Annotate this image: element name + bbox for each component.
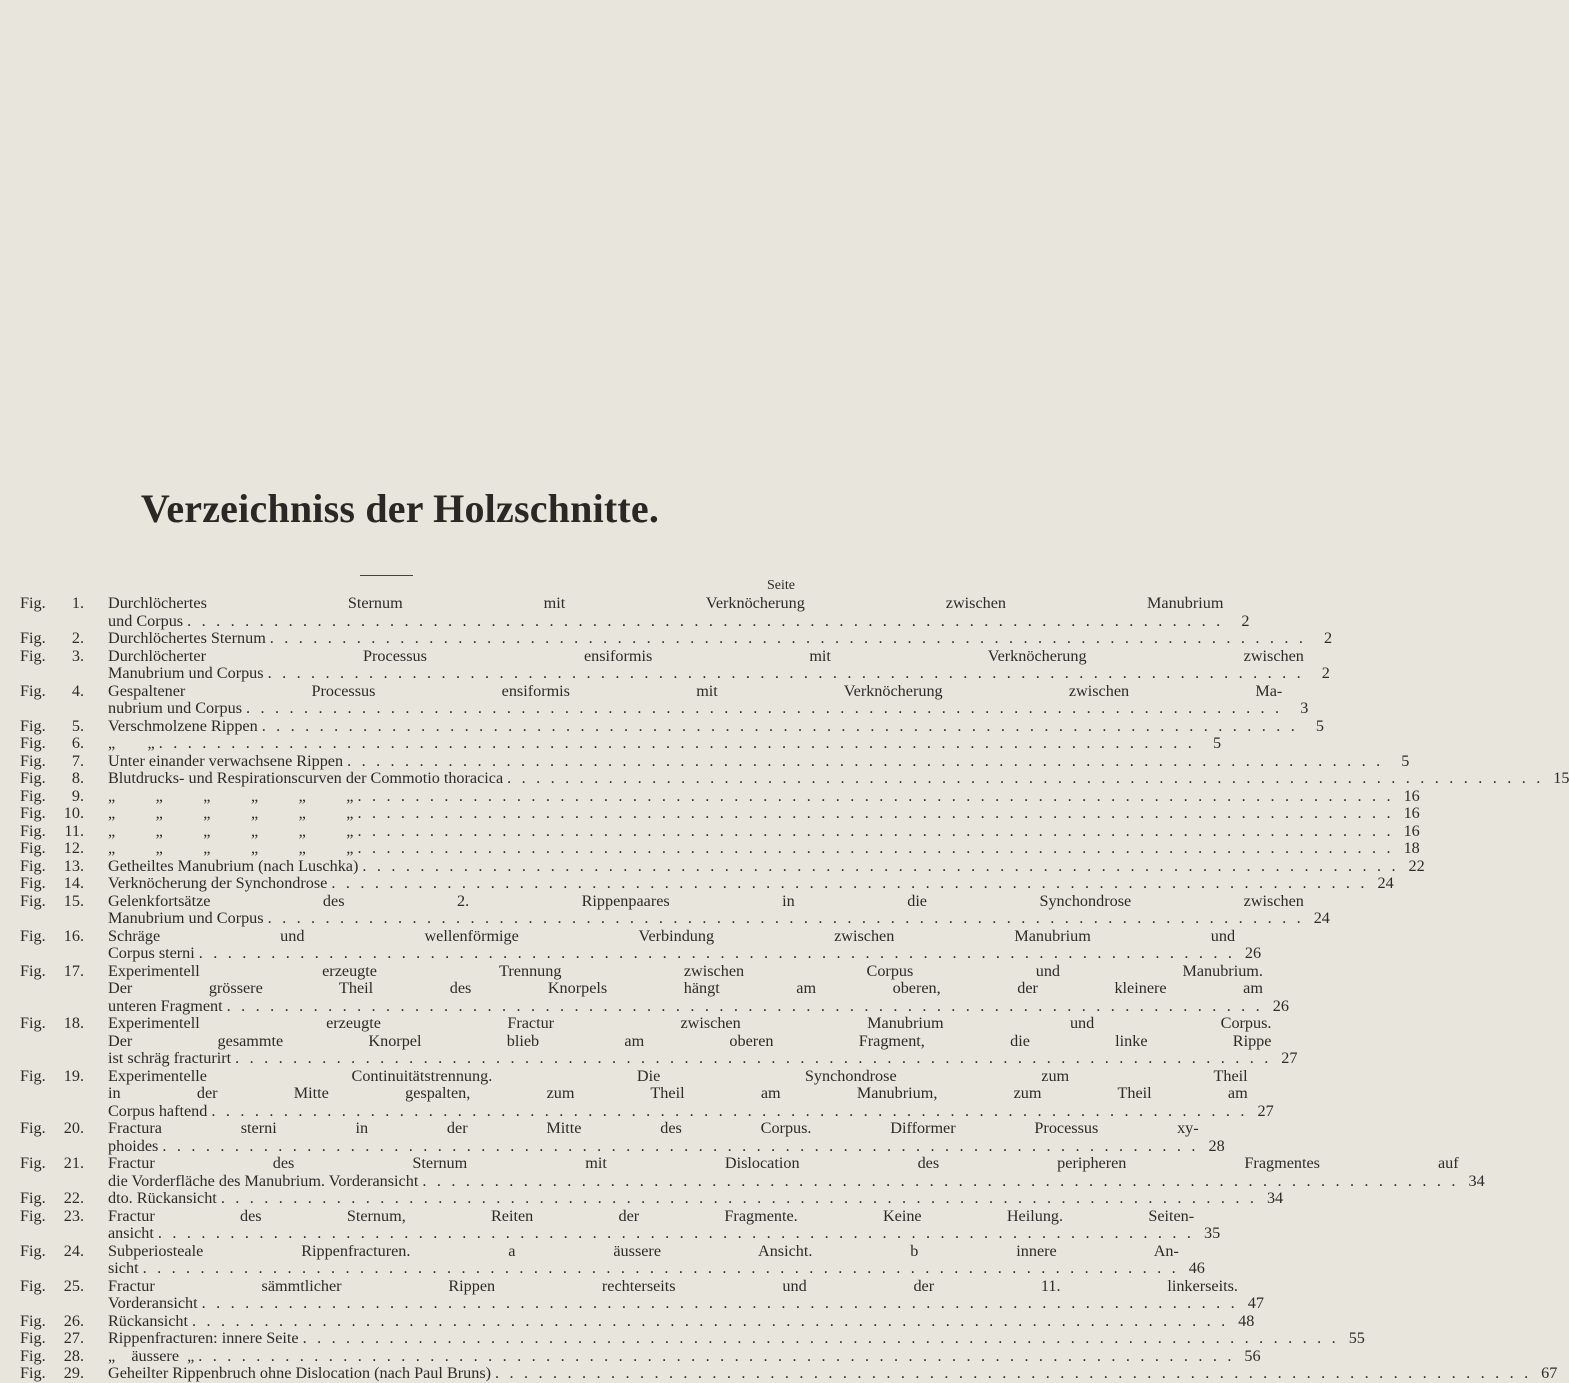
toc-entry: [20, 716, 1324, 736]
toc-entry: [20, 681, 1309, 718]
figure-label: Fig.: [20, 1241, 46, 1260]
page-number: 22: [1408, 856, 1425, 875]
description-line: in der Mitte gespalten, zum Theil am Manubrium, zum Theil am: [108, 1084, 1248, 1102]
page-number: 16: [1403, 804, 1420, 822]
page-number: 2: [1321, 664, 1330, 682]
figure-description: [108, 840, 1420, 858]
figure-description: [108, 1155, 1485, 1190]
dot-leader: [495, 1365, 1531, 1383]
toc-entry: [20, 646, 1330, 683]
figure-label: Fig.: [20, 961, 46, 980]
figure-number: 19.: [63, 1066, 84, 1085]
toc-entry: [20, 891, 1330, 928]
figure-label: Fig.: [20, 751, 46, 770]
description-line: Geheilter Rippenbruch ohne Dislocation (nach Paul Bruns): [108, 1364, 492, 1382]
page-number: 34: [1468, 1171, 1485, 1190]
figure-description: [108, 823, 1420, 841]
figure-number: 24.: [63, 1241, 84, 1260]
page-number: 18: [1403, 839, 1420, 857]
page-number: 28: [1208, 1136, 1225, 1155]
dot-leader: [347, 753, 1383, 771]
page-number: 46: [1188, 1259, 1205, 1277]
figure-label: Fig.: [20, 786, 46, 805]
figure-description: [108, 595, 1249, 630]
description-line: „ äussere „: [108, 1346, 195, 1365]
toc-entry: [20, 821, 1420, 841]
figure-description: [108, 1278, 1264, 1313]
toc-entry: [20, 1311, 1255, 1331]
figure-label: Fig.: [20, 839, 46, 857]
description-line: phoides: [108, 1136, 159, 1155]
toc-entry: [20, 786, 1420, 806]
figure-number: 25.: [63, 1276, 84, 1295]
figure-label: Fig.: [20, 1276, 46, 1295]
figure-number: 13.: [63, 856, 84, 875]
figure-description: [108, 1330, 1365, 1348]
figure-number: 14.: [63, 874, 84, 892]
dot-leader: [357, 805, 1393, 823]
description-line: die Vorderfläche des Manubrium. Vorderansicht: [108, 1171, 419, 1190]
figure-number: 26.: [63, 1311, 84, 1330]
figure-description: [108, 875, 1394, 893]
page-number: 27: [1281, 1049, 1298, 1067]
description-line: Rippenfracturen: innere Seite: [108, 1329, 299, 1347]
description-line: Manubrium und Corpus: [108, 909, 264, 927]
figure-number: 9.: [71, 786, 84, 805]
figure-number: 4.: [71, 681, 84, 700]
dot-leader: [235, 1050, 1271, 1068]
figure-description: [108, 683, 1308, 718]
figure-description: [108, 858, 1425, 876]
figure-label: Fig.: [20, 1014, 46, 1032]
page-number: 3: [1300, 699, 1309, 717]
description-line: ansicht: [108, 1224, 154, 1242]
figure-label: Fig.: [20, 874, 46, 892]
page-number: 26: [1272, 996, 1289, 1015]
figure-label: Fig.: [20, 594, 46, 612]
dot-leader: [246, 700, 1282, 718]
page-number: 5: [1401, 751, 1410, 770]
page-number: 2: [1241, 611, 1250, 630]
page-number: 24: [1377, 874, 1394, 892]
toc-entry: [20, 629, 1333, 648]
figure-number: 20.: [63, 1119, 84, 1137]
page-title: Verzeichniss der Holzschnitte.: [140, 486, 660, 531]
figure-label: Fig.: [20, 1066, 46, 1085]
description-line: Manubrium und Corpus: [108, 664, 264, 682]
figure-number: 22.: [63, 1189, 84, 1207]
figure-number: 17.: [63, 961, 84, 980]
page-number: 27: [1257, 1101, 1274, 1120]
dot-leader: [268, 665, 1304, 683]
table-of-contents: [20, 594, 1569, 1383]
figure-description: [108, 1243, 1205, 1278]
dot-leader: [211, 1103, 1247, 1121]
toc-entry: [20, 926, 1262, 963]
dot-leader: [143, 1260, 1179, 1278]
figure-description: [108, 648, 1330, 683]
figure-description: [108, 805, 1420, 823]
figure-number: 27.: [63, 1329, 84, 1347]
description-line: Fractura sterni in der Mitte des Corpus. Difformer Processus xy-: [108, 1119, 1199, 1137]
toc-entry: [20, 1364, 1558, 1383]
dot-leader: [198, 1348, 1234, 1366]
description-line: „ „ „ „ „ „: [108, 786, 354, 805]
figure-number: 6.: [71, 734, 84, 752]
figure-label: Fig.: [20, 1311, 46, 1330]
figure-number: 23.: [63, 1206, 84, 1225]
description-line: Experimentell erzeugte Trennung zwischen Corpus und Manubrium.: [108, 961, 1263, 980]
figure-label: Fig.: [20, 769, 46, 787]
figure-number: 21.: [63, 1154, 84, 1172]
figure-number: 18.: [63, 1014, 84, 1032]
page-number: 35: [1203, 1224, 1221, 1242]
description-line: Blutdrucks- und Respirationscurven der Commotio thoracica: [108, 769, 504, 787]
toc-entry: [20, 1206, 1221, 1243]
toc-entry: [20, 1276, 1264, 1313]
toc-entry: [20, 874, 1394, 893]
figure-label: Fig.: [20, 926, 46, 945]
figure-description: [108, 1190, 1283, 1208]
dot-leader: [202, 1295, 1238, 1313]
figure-label: Fig.: [20, 646, 46, 665]
page-number: 2: [1324, 629, 1333, 647]
dot-leader: [357, 840, 1393, 858]
dot-leader: [159, 735, 1195, 753]
description-line: Gelenkfortsätze des 2. Rippenpaares in die Synchondrose zwischen: [108, 891, 1304, 910]
figure-description: [108, 1365, 1557, 1383]
toc-entry: [20, 856, 1425, 876]
description-line: nubrium und Corpus: [108, 699, 242, 717]
toc-entry: [20, 1154, 1485, 1190]
page-number: 67: [1541, 1364, 1558, 1382]
description-line: Der gesammte Knorpel blieb am oberen Fragment, die linke Rippe: [108, 1031, 1272, 1050]
figure-description: [108, 1068, 1274, 1121]
figure-description: [108, 788, 1420, 806]
description-line: Fractur sämmtlicher Rippen rechterseits und der 11. linkerseits.: [108, 1276, 1238, 1295]
description-line: Experimentell erzeugte Fractur zwischen Manubrium und Corpus.: [108, 1014, 1272, 1032]
dot-leader: [357, 788, 1393, 806]
dot-leader: [221, 1190, 1257, 1208]
description-line: „ „ „ „ „ „: [108, 821, 354, 840]
page-number: 56: [1244, 1346, 1261, 1365]
description-line: Verknöcherung der Synchondrose: [108, 874, 328, 892]
figure-description: [108, 893, 1330, 928]
dot-leader: [162, 1138, 1198, 1156]
toc-entry: [20, 1014, 1298, 1068]
toc-entry: [20, 1066, 1274, 1121]
page-number: 26: [1244, 944, 1262, 962]
toc-entry: [20, 1119, 1225, 1155]
toc-entry: [20, 961, 1289, 1016]
dot-leader: [507, 770, 1543, 788]
figure-label: Fig.: [20, 821, 46, 840]
description-line: Unter einander verwachsene Rippen: [108, 751, 344, 770]
figure-label: Fig.: [20, 856, 46, 875]
dot-leader: [158, 1225, 1194, 1243]
description-line: „ „ „ „ „ „: [108, 839, 354, 857]
figure-description: [108, 630, 1332, 648]
description-line: unteren Fragment: [108, 996, 223, 1015]
figure-description: [108, 1313, 1254, 1331]
figure-label: Fig.: [20, 1119, 46, 1137]
figure-number: 8.: [71, 769, 84, 787]
dot-leader: [199, 945, 1235, 963]
figure-number: 29.: [63, 1364, 84, 1382]
description-line: Durchlöchertes Sternum mit Verknöcherung zwischen Manubrium: [108, 594, 1224, 612]
figure-label: Fig.: [20, 1364, 46, 1382]
page-number: 5: [1315, 716, 1324, 735]
dot-leader: [270, 630, 1306, 648]
dot-leader: [357, 823, 1393, 841]
figure-number: 5.: [71, 716, 84, 735]
figure-label: Fig.: [20, 1206, 46, 1225]
description-line: „ „: [108, 734, 155, 752]
figure-description: [108, 963, 1289, 1016]
description-line: Schräge und wellenförmige Verbindung zwischen Manubrium und: [108, 926, 1236, 945]
figure-label: Fig.: [20, 629, 46, 647]
toc-entry: [20, 734, 1222, 753]
title-rule: [360, 575, 413, 576]
dot-leader: [187, 613, 1223, 631]
description-line: Corpus sterni: [108, 944, 195, 962]
page-number: 16: [1403, 786, 1420, 805]
dot-leader: [192, 1313, 1228, 1331]
figure-description: [108, 718, 1324, 736]
description-line: und Corpus: [108, 611, 184, 630]
description-line: Subperiosteale Rippenfracturen. a äussere Ansicht. b innere An-: [108, 1241, 1179, 1260]
toc-entry: [20, 594, 1250, 630]
dot-leader: [227, 998, 1263, 1016]
description-line: Durchlöchertes Sternum: [108, 629, 266, 647]
page-number: 5: [1212, 734, 1222, 752]
toc-entry: [20, 751, 1410, 771]
figure-label: Fig.: [20, 734, 46, 752]
figure-number: 15.: [63, 891, 84, 910]
figure-description: [108, 735, 1221, 753]
page-number: 15: [1553, 769, 1569, 787]
figure-number: 16.: [63, 926, 84, 945]
figure-description: [108, 753, 1409, 771]
dot-leader: [268, 910, 1304, 928]
description-line: „ „ „ „ „ „: [108, 804, 354, 822]
figure-number: 1.: [71, 594, 84, 612]
page-number: 34: [1266, 1189, 1284, 1207]
description-line: sicht: [108, 1259, 139, 1277]
toc-entry: [20, 1329, 1365, 1348]
description-line: Rückansicht: [108, 1311, 189, 1330]
description-line: Der grössere Theil des Knorpels hängt am oberen, der kleinere am: [108, 979, 1263, 997]
dot-leader: [362, 858, 1398, 876]
figure-number: 7.: [71, 751, 84, 770]
description-line: Experimentelle Continuitätstrennung. Die Synchondrose zum Theil: [108, 1066, 1248, 1085]
description-line: dto. Rückansicht: [108, 1189, 217, 1207]
page-column-header: Seite: [767, 578, 795, 593]
figure-label: Fig.: [20, 1154, 46, 1172]
figure-label: Fig.: [20, 716, 46, 735]
figure-label: Fig.: [20, 1329, 46, 1347]
figure-description: [108, 928, 1261, 963]
page-number: 55: [1348, 1329, 1365, 1347]
figure-label: Fig.: [20, 681, 46, 700]
toc-entry: [20, 769, 1569, 788]
dot-leader: [303, 1330, 1339, 1348]
figure-label: Fig.: [20, 804, 46, 822]
figure-description: [108, 1120, 1225, 1155]
description-line: Fractur des Sternum mit Dislocation des peripheren Fragmentes auf: [108, 1154, 1459, 1172]
page-number: 24: [1313, 909, 1330, 927]
description-line: Corpus haftend: [108, 1101, 208, 1120]
toc-entry: [20, 1189, 1284, 1208]
dot-leader: [422, 1173, 1458, 1191]
figure-number: 10.: [63, 804, 84, 822]
dot-leader: [262, 718, 1298, 736]
figure-description: [108, 1015, 1297, 1068]
description-line: Durchlöcherter Processus ensiformis mit Verknöcherung zwischen: [108, 646, 1304, 665]
description-line: Verschmolzene Rippen: [108, 716, 258, 735]
figure-number: 3.: [71, 646, 84, 665]
figure-description: [108, 1348, 1261, 1366]
figure-label: Fig.: [20, 1346, 46, 1365]
figure-number: 12.: [63, 839, 84, 857]
description-line: ist schräg fracturirt: [108, 1049, 232, 1067]
figure-label: Fig.: [20, 1189, 46, 1207]
page-number: 16: [1403, 821, 1420, 840]
page-number: 48: [1238, 1311, 1255, 1330]
description-line: Getheiltes Manubrium (nach Luschka): [108, 856, 359, 875]
description-line: Vorderansicht: [108, 1294, 198, 1312]
dot-leader: [331, 875, 1367, 893]
figure-number: 28.: [63, 1346, 84, 1365]
toc-entry: [20, 839, 1420, 858]
figure-label: Fig.: [20, 891, 46, 910]
description-line: Fractur des Sternum, Reiten der Fragmente. Keine Heilung. Seiten-: [108, 1206, 1195, 1225]
page-number: 47: [1247, 1294, 1264, 1312]
figure-description: [108, 1208, 1220, 1243]
figure-number: 2.: [71, 629, 84, 647]
toc-entry: [20, 1346, 1261, 1366]
toc-entry: [20, 804, 1420, 823]
figure-number: 11.: [64, 821, 84, 840]
description-line: Gespaltener Processus ensiformis mit Verknöcherung zwischen Ma-: [108, 681, 1283, 700]
toc-entry: [20, 1241, 1205, 1278]
figure-description: [108, 770, 1569, 788]
